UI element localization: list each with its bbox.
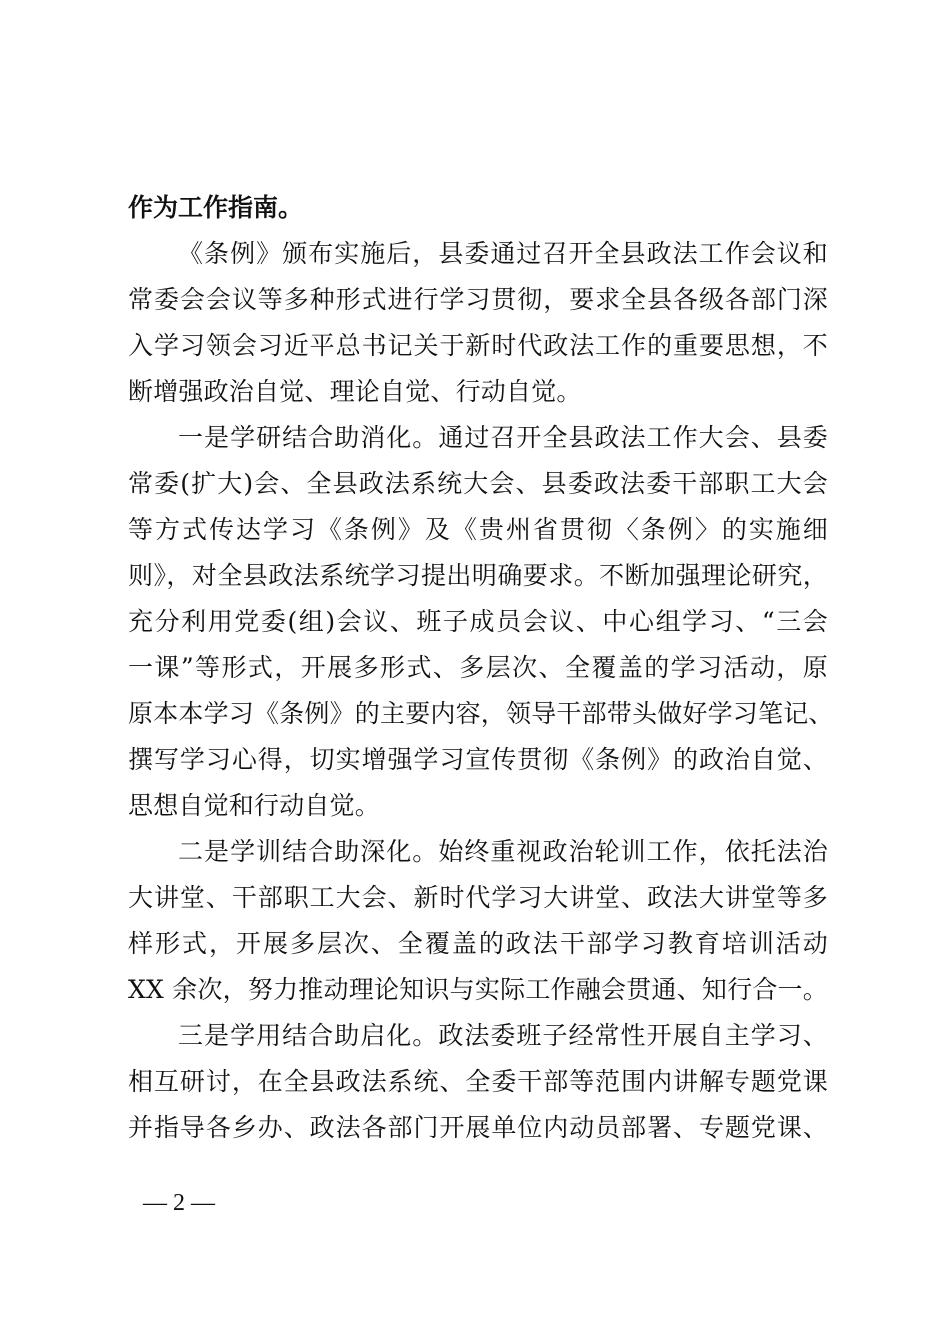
text-line: 原本本学习《条例》的主要内容，领导干部带头做好学习笔记、 xyxy=(128,699,834,728)
text-line: 大讲堂、干部职工大会、新时代学习大讲堂、政法大讲堂等多 xyxy=(128,883,828,912)
text-line: 并指导各乡办、政法各部门开展单位内动员部署、专题党课、 xyxy=(128,1113,828,1142)
text-line: 二是学训结合助深化。始终重视政治轮训工作，依托法治 xyxy=(178,837,828,866)
text-line: 撰写学习心得，切实增强学习宣传贯彻《条例》的政治自觉、 xyxy=(128,745,828,774)
page-number: — 2 — xyxy=(143,1190,215,1216)
text-line: 等方式传达学习《条例》及《贵州省贯彻〈条例〉的实施细 xyxy=(128,515,828,544)
text-line-heading: 作为工作指南。 xyxy=(128,193,304,222)
text-line: 三是学用结合助启化。政法委班子经常性开展自主学习、 xyxy=(178,1021,828,1050)
text-line: 一课”等形式，开展多形式、多层次、全覆盖的学习活动，原 xyxy=(128,653,828,682)
text-line: 充分利用党委(组)会议、班子成员会议、中心组学习、“三会 xyxy=(128,607,828,636)
text-line: 《条例》颁布实施后，县委通过召开全县政法工作会议和 xyxy=(178,239,828,268)
text-line: 样形式，开展多层次、全覆盖的政法干部学习教育培训活动 xyxy=(128,929,828,958)
text-line: 一是学研结合助消化。通过召开全县政法工作大会、县委 xyxy=(178,423,828,452)
text-line: 则》，对全县政法系统学习提出明确要求。不断加强理论研究， xyxy=(128,561,828,590)
text-line: 断增强政治自觉、理论自觉、行动自觉。 xyxy=(128,377,582,406)
text-line: 常委(扩大)会、全县政法系统大会、县委政法委干部职工大会 xyxy=(128,469,828,498)
text-line: 入学习领会习近平总书记关于新时代政法工作的重要思想，不 xyxy=(128,331,828,360)
text-line: XX 余次，努力推动理论知识与实际工作融会贯通、知行合一。 xyxy=(128,975,828,1004)
text-line: 思想自觉和行动自觉。 xyxy=(128,791,381,820)
text-line: 相互研讨，在全县政法系统、全委干部等范围内讲解专题党课 xyxy=(128,1067,828,1096)
text-line: 常委会会议等多种形式进行学习贯彻，要求全县各级各部门深 xyxy=(128,285,828,314)
